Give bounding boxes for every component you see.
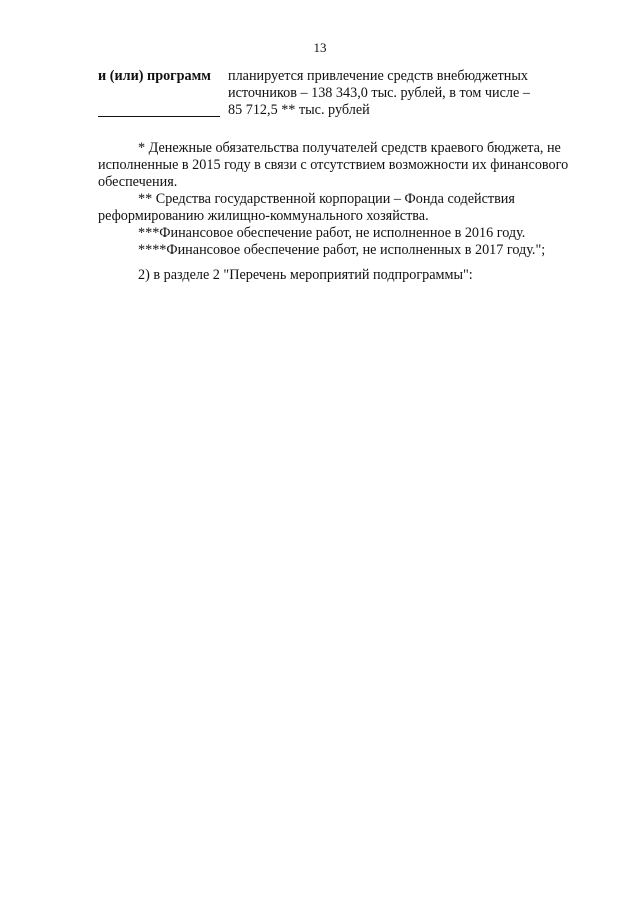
table-value-line-3: 85 712,5 ** тыс. рублей (228, 102, 370, 118)
footnote-1-text-1: * Денежные обязательства получателей средств краевого бюджета, не (138, 140, 561, 156)
table-underline-rule (98, 116, 220, 117)
page-number: 13 (313, 40, 327, 55)
table-fragment (98, 68, 558, 122)
footnote-1-line-3: обеспечения. (98, 174, 178, 190)
footnote-4: ****Финансовое обеспечение работ, не исполненных в 2017 году."; (138, 242, 546, 258)
footnote-1-line-2: исполненные в 2015 году в связи с отсутствием возможности их финансового (98, 157, 569, 173)
footnote-2-line-2: реформированию жилищно-коммунального хозяйства. (98, 208, 429, 224)
table-left-cell (98, 68, 224, 122)
body-item-2: 2) в разделе 2 "Перечень мероприятий подпрограммы": (138, 267, 473, 283)
table-row-label: и (или) программ (98, 68, 211, 84)
table-value-line-2: источников – 138 343,0 тыс. рублей, в том числе – (228, 85, 530, 101)
footnote-2-line-1: ** Средства государственной корпорации – Фонда содействия (138, 191, 515, 207)
table-value-line-1: планируется привлечение средств внебюджетных (228, 68, 528, 84)
footnote-1-line-1 (138, 140, 612, 157)
footnote-3: ***Финансовое обеспечение работ, не исполненное в 2016 году. (138, 225, 526, 241)
